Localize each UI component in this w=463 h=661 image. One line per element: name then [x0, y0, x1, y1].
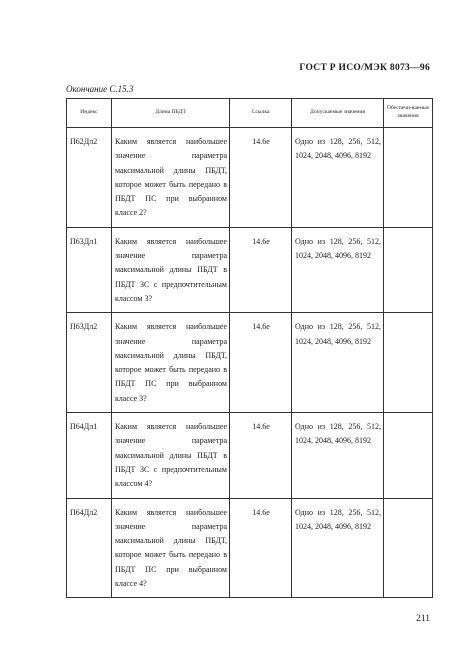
table-row: [67, 313, 433, 413]
cell-index: П63Дл1: [67, 227, 112, 312]
table-caption: Окончание С.15.3: [66, 84, 134, 94]
cell-provided-values: [384, 413, 433, 498]
table-header-row: [67, 99, 433, 128]
column-header-index: Индекс: [67, 99, 112, 128]
table-row: [67, 413, 433, 498]
cell-index: П63Дл2: [67, 313, 112, 413]
column-header-reference: Ссылка: [230, 99, 292, 128]
cell-provided-values: [384, 313, 433, 413]
cell-reference: 14.6е: [230, 413, 292, 498]
cell-allowed-values: Одно из 128, 256, 512, 1024, 2048, 4096, 8192: [292, 413, 384, 498]
table-row: [67, 128, 433, 228]
cell-description: Каким является наибольшее значение параметра максимальной длины ПБДТ, которое может быть передано в ПБДТ ПС при выбранном классе 2?: [112, 128, 230, 228]
cell-index: П62Дл2: [67, 128, 112, 228]
column-header-allowed-values: Допускаемые значения: [292, 99, 384, 128]
cell-reference: 14.6е: [230, 227, 292, 312]
table-row: [67, 498, 433, 598]
cell-description: Каким является наибольшее значение параметра максимальной длины ПБДТ, которое может быть передано в ПБДТ ПС при выбранном классе 4?: [112, 498, 230, 598]
cell-reference: 14.6е: [230, 128, 292, 228]
cell-index: П64Дл2: [67, 498, 112, 598]
cell-allowed-values: Одно из 128, 256, 512, 1024, 2048, 4096, 8192: [292, 498, 384, 598]
page-number: 211: [416, 614, 430, 624]
cell-description: Каким является наибольшее значение параметра максимальной длины ПБДТ, которое может быть передано в ПБДТ ПС при выбранном классе 3?: [112, 313, 230, 413]
cell-index: П64Дл1: [67, 413, 112, 498]
cell-provided-values: [384, 498, 433, 598]
cell-reference: 14.6е: [230, 498, 292, 598]
column-header-length: Длина ПБДТ: [112, 99, 230, 128]
cell-reference: 14.6е: [230, 313, 292, 413]
cell-allowed-values: Одно из 128, 256, 512, 1024, 2048, 4096, 8192: [292, 128, 384, 228]
cell-description: Каким является наибольшее значение параметра максимальной длины ПБДТ в ПБДТ ЗС с предпочтительным классом 3?: [112, 227, 230, 312]
column-header-provided-values: Обеспечи-ваемые значения: [384, 99, 433, 128]
document-header: ГОСТ Р ИСО/МЭК 8073—96: [299, 63, 430, 73]
cell-allowed-values: Одно из 128, 256, 512, 1024, 2048, 4096, 8192: [292, 227, 384, 312]
cell-provided-values: [384, 227, 433, 312]
cell-allowed-values: Одно из 128, 256, 512, 1024, 2048, 4096, 8192: [292, 313, 384, 413]
parameters-table: [66, 98, 433, 598]
cell-provided-values: [384, 128, 433, 228]
cell-description: Каким является наибольшее значение параметра максимальной длины ПБДТ в ПБДТ ЗС с предпочтительным классом 4?: [112, 413, 230, 498]
table-row: [67, 227, 433, 312]
